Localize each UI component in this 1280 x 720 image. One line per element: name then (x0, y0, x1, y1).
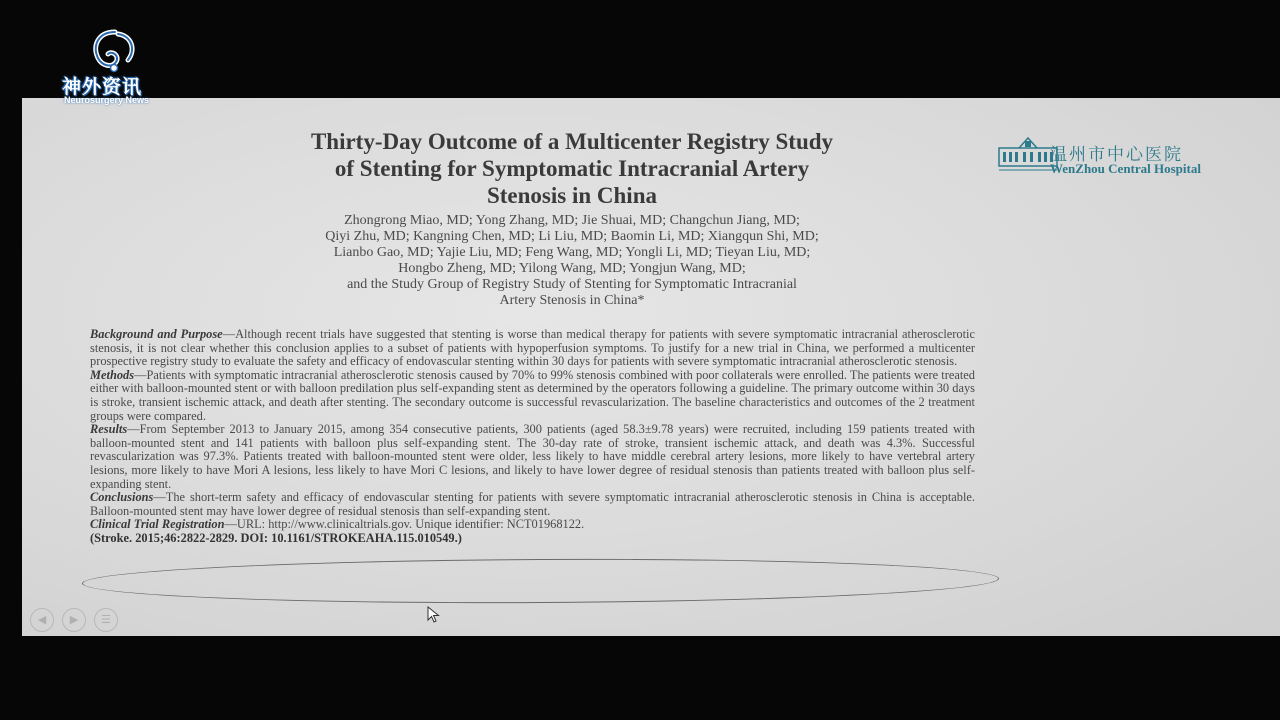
results-label: Results (90, 422, 128, 437)
title-line: Stenosis in China (486, 183, 657, 208)
prev-slide-icon[interactable]: ◀ (30, 608, 54, 632)
background-text: —Although recent trials have suggested that stenting is worse than medical therapy for patients with severe symptomatic intracranial atherosclerotic stenosis, it is not clear whether this conclusion applies to a subset of patients with hypoperfusion symptoms. To justify for a new trial in China, we performed a multicenter prospective registry study to evaluate the safety and efficacy of endovascular stenting within 30 days for patients with severe symptomatic intracranial atherosclerotic stenosis. (90, 327, 975, 369)
author-line: Qiyi Zhu, MD; Kangning Chen, MD; Li Liu, MD; Baomin Li, MD; Xiangqun Shi, MD; (325, 229, 819, 244)
menu-icon[interactable]: ☰ (94, 608, 118, 632)
background-label: Background and Purpose (90, 327, 223, 341)
next-slide-icon[interactable]: ▶ (62, 608, 86, 632)
author-line: Hongbo Zheng, MD; Yilong Wang, MD; Yongjun Wang, MD; (398, 261, 746, 276)
conclusions-label: Conclusions (90, 490, 154, 505)
registration-section (90, 518, 975, 532)
author-line: Artery Stenosis in China* (499, 293, 645, 308)
watermark-title: 神外资讯 (62, 76, 143, 98)
author-line: and the Study Group of Registry Study of Stenting for Symptomatic Intracranial (347, 277, 797, 292)
watermark-subtitle: Neurosurgery News (64, 95, 150, 105)
background-section (90, 328, 975, 369)
results-text: —From September 2013 to January 2015, among 354 consecutive patients, 300 patients (aged 58.3±9.78 years) were recruited, including 159 patients treated with balloon-mounted stent and 141 patients with balloon plus self-expanding stent. The 30-day rate of stroke, transient ischemic attack, and death was 4.3%. Successful revascularization was 97.3%. Patients treated with balloon-mounted stent were older, less likely to have middle cerebral artery lesions, more likely to have vertebral artery lesions, more likely to have Mori A lesions, less likely to have Mori C lesions, and likely to have lower degree of residual stenosis than patients treated with balloon plus self-expanding stent. (90, 422, 975, 491)
methods-label: Methods (90, 367, 135, 382)
conclusions-text: —The short-term safety and efficacy of endovascular stenting for patients with severe symptomatic intracranial atherosclerotic stenosis in China is acceptable. Balloon-mounted stent may have lower degree of residual stenosis than self-expanding stent. (90, 490, 975, 518)
results-section (90, 423, 975, 491)
registration-text: —URL: http://www.clinicaltrials.gov. Unique identifier: NCT01968122. (224, 517, 585, 532)
author-list (132, 213, 1012, 309)
hospital-name-en: WenZhou Central Hospital (1050, 161, 1201, 176)
hospital-name-cn: 温州市中心医院 (1050, 145, 1183, 165)
citation: (Stroke. 2015;46:2822-2829. DOI: 10.1161/STROKEAHA.115.010549.) (90, 530, 462, 545)
cursor-icon (427, 606, 441, 624)
title-line: Thirty-Day Outcome of a Multicenter Registry Study (310, 129, 834, 154)
author-line: Lianbo Gao, MD; Yajie Liu, MD; Feng Wang, MD; Yongli Li, MD; Tieyan Liu, MD; (333, 245, 811, 260)
methods-section (90, 369, 975, 423)
annotation-oval (82, 557, 999, 606)
citation-section (90, 532, 975, 546)
registration-label: Clinical Trial Registration (90, 517, 225, 532)
methods-text: —Patients with symptomatic intracranial atherosclerotic stenosis caused by 70% to 99% stenosis combined with poor collaterals were enrolled. The patients were treated either with balloon-mounted stent or with balloon predilation plus self-expanding stent as determined by the operators following a guideline. The primary outcome within 30 days is stroke, transient ischemic attack, and death after stenting. The secondary outcome is successful revascularization. The baseline characteristics and outcomes of the 2 treatment groups were compared. (90, 367, 975, 423)
paper-title (132, 128, 1012, 209)
title-line: of Stenting for Symptomatic Intracranial Artery (334, 156, 810, 181)
abstract (90, 328, 975, 546)
conclusions-section (90, 491, 975, 518)
slide (22, 98, 1280, 636)
author-line: Zhongrong Miao, MD; Yong Zhang, MD; Jie Shuai, MD; Changchun Jiang, MD; (344, 213, 800, 228)
